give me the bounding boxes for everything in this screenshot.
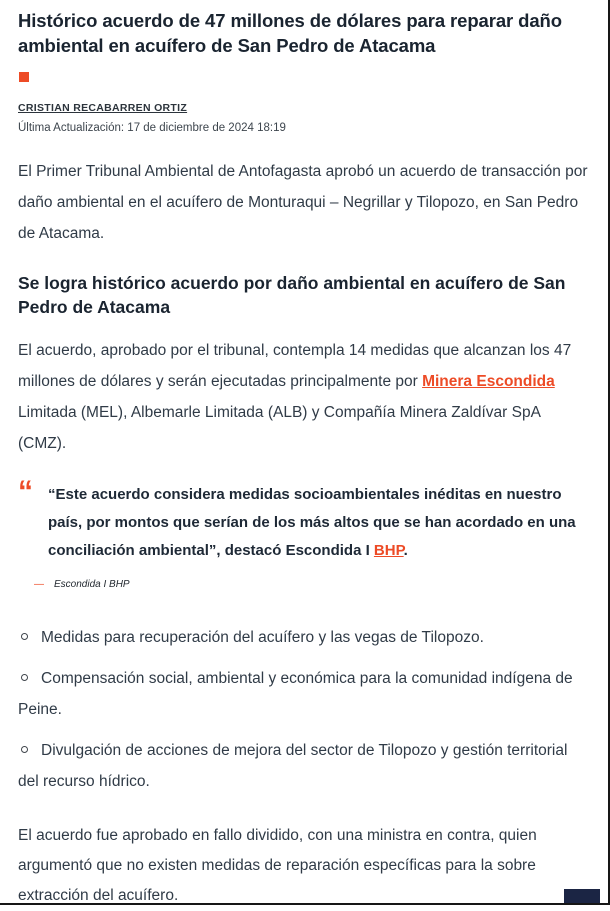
quote-text-segment: “Este acuerdo considera medidas socioambientales inéditas en nuestro país, por montos que serían de los más altos que se han acordado en una conciliación ambiental”, destacó Escondida I <box>48 486 576 559</box>
bullet-circle-icon <box>21 633 28 640</box>
bullet-circle-icon <box>21 746 28 753</box>
section-subheading: Se logra histórico acuerdo por daño ambiental en acuífero de San Pedro de Atacama <box>18 273 566 317</box>
body-paragraph <box>18 335 590 459</box>
list-item-text: Divulgación de acciones de mejora del sector de Tilopozo y gestión territorial del recurso hídrico. <box>18 742 568 790</box>
author-link[interactable]: CRISTIAN RECABARREN ORTIZ <box>18 102 188 114</box>
bullet-list <box>18 622 590 797</box>
minera-escondida-link[interactable]: Minera Escondida <box>422 373 555 390</box>
quote-text-segment: . <box>403 542 408 559</box>
article-title: Histórico acuerdo de 47 millones de dólares para reparar daño ambiental en acuífero de San Pedro de Atacama <box>18 10 562 56</box>
list-item-text: Compensación social, ambiental y económica para la comunidad indígena de Peine. <box>18 670 573 718</box>
list-item-text: Medidas para recuperación del acuífero y las vegas de Tilopozo. <box>41 629 484 646</box>
list-item <box>18 663 590 725</box>
accent-square <box>19 72 29 82</box>
corner-widget[interactable] <box>564 889 600 903</box>
dash-icon: — <box>34 579 44 590</box>
list-item <box>18 735 590 797</box>
bullet-circle-icon <box>21 674 28 681</box>
closing-paragraph: El acuerdo fue aprobado en fallo dividido, con una ministra en contra, quien argumentó que no existen medidas de reparación específicas para la sobre extracción del acuífero. <box>18 827 537 904</box>
lead-paragraph: El Primer Tribunal Ambiental de Antofagasta aprobó un acuerdo de transacción por daño ambiental en el acuífero de Monturaqui – Negrillar y Tilopozo, en San Pedro de Atacama. <box>18 163 588 242</box>
byline <box>18 98 590 122</box>
blockquote <box>18 475 590 590</box>
attribution-text: Escondida I BHP <box>54 579 130 590</box>
list-item <box>18 622 590 653</box>
last-updated: Última Actualización: 17 de diciembre de 2024 18:19 <box>18 122 286 134</box>
paragraph-text: Limitada (MEL), Albemarle Limitada (ALB) y Compañía Minera Zaldívar SpA (CMZ). <box>18 404 541 452</box>
quote-icon: “ <box>18 475 33 508</box>
quote-attribution <box>34 579 590 590</box>
quote-text <box>48 481 590 565</box>
bhp-link[interactable]: BHP <box>373 542 404 559</box>
paragraph-text: El acuerdo, aprobado por el tribunal, contempla 14 medidas que alcanzan los 47 millones de dólares y serán ejecutadas principalmente por <box>18 342 572 390</box>
